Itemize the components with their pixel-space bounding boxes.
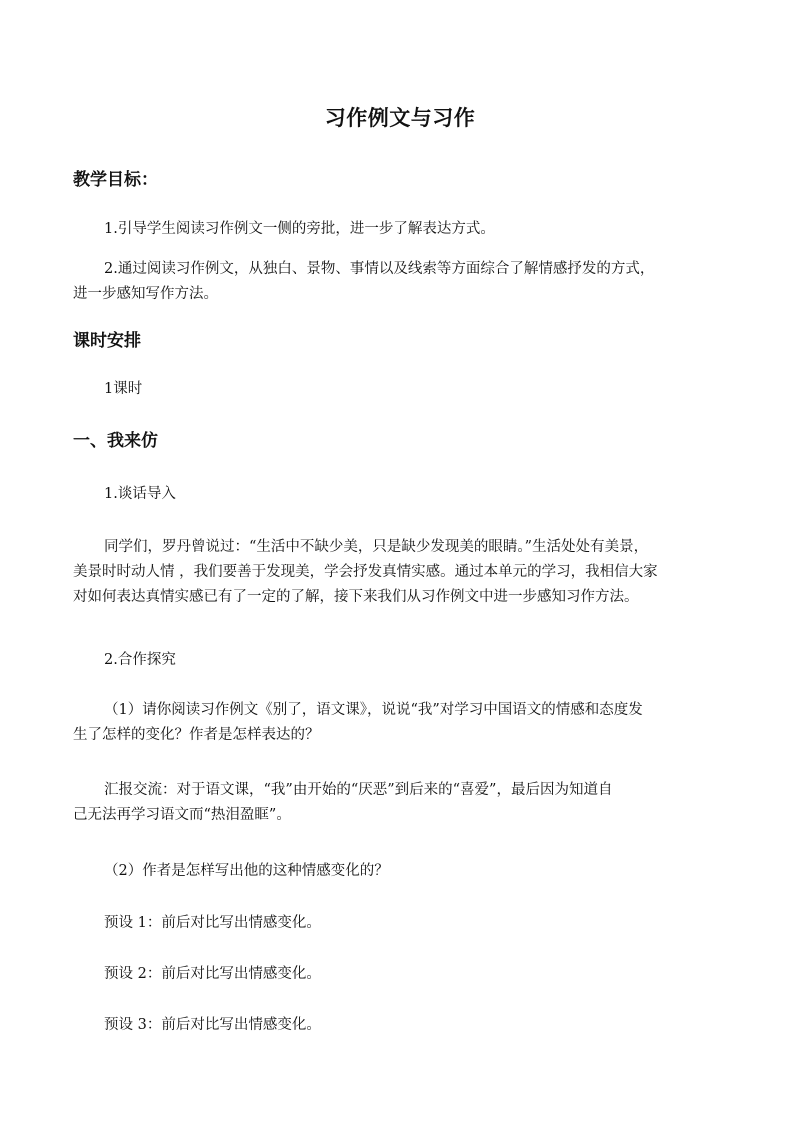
preset-1 <box>73 911 723 936</box>
document-title: 习作例文与习作 <box>324 106 476 130</box>
schedule-text <box>73 377 723 402</box>
step-1 <box>73 482 723 507</box>
question-2 <box>73 859 723 884</box>
question-1-line-1: （1）请你阅读习作例文《别了，语文课》，说说“我”对学习中国语文的情感和态度发 <box>104 702 643 718</box>
report-line-1: 汇报交流：对于语文课，“我”由开始的“厌恶”到后来的“喜爱”，最后因为知道自 <box>104 782 613 798</box>
question-2-text: （2）作者是怎样写出他的这种情感变化的？ <box>104 863 389 879</box>
report-paragraph <box>73 778 723 828</box>
goal-item-1-text: 1.引导学生阅读习作例文一侧的旁批，进一步了解表达方式。 <box>104 221 495 237</box>
preset-2 <box>73 962 723 987</box>
preset-3-text: 预设 3：前后对比写出情感变化。 <box>104 1017 321 1033</box>
goal-item-2 <box>73 257 723 307</box>
goal-item-2-line-2: 进一步感知写作方法。 <box>73 286 218 302</box>
heading-imitate: 一、我来仿 <box>73 431 158 451</box>
heading-schedule: 课时安排 <box>73 331 141 351</box>
goal-item-1 <box>73 217 723 242</box>
intro-paragraph <box>73 535 723 610</box>
step-1-text: 1.谈话导入 <box>104 486 176 502</box>
step-2-text: 2.合作探究 <box>104 652 176 668</box>
intro-line-3: 对如何表达真情实感已有了一定的了解，接下来我们从习作例文中进一步感知习作方法。 <box>73 589 639 605</box>
intro-line-2: 美景时时动人情 ，我们要善于发现美，学会抒发真情实感。通过本单元的学习，我相信大家 <box>73 564 658 580</box>
goal-item-2-line-1: 2.通过阅读习作例文，从独白、景物、事情以及线索等方面综合了解情感抒发的方式， <box>104 261 655 277</box>
heading-teaching-goals: 教学目标： <box>73 170 158 190</box>
question-1-line-2: 生了怎样的变化？作者是怎样表达的？ <box>73 727 320 743</box>
preset-2-text: 预设 2：前后对比写出情感变化。 <box>104 966 321 982</box>
schedule-text-line: 1课时 <box>104 381 143 397</box>
question-1 <box>73 698 723 748</box>
intro-line-1: 同学们，罗丹曾说过：“生活中不缺少美，只是缺少发现美的眼睛。”生活处处有美景， <box>104 539 649 555</box>
report-line-2: 己无法再学习语文而“热泪盈眶”。 <box>73 807 291 823</box>
preset-3 <box>73 1013 723 1038</box>
step-2 <box>73 648 723 673</box>
preset-1-text: 预设 1：前后对比写出情感变化。 <box>104 915 321 931</box>
